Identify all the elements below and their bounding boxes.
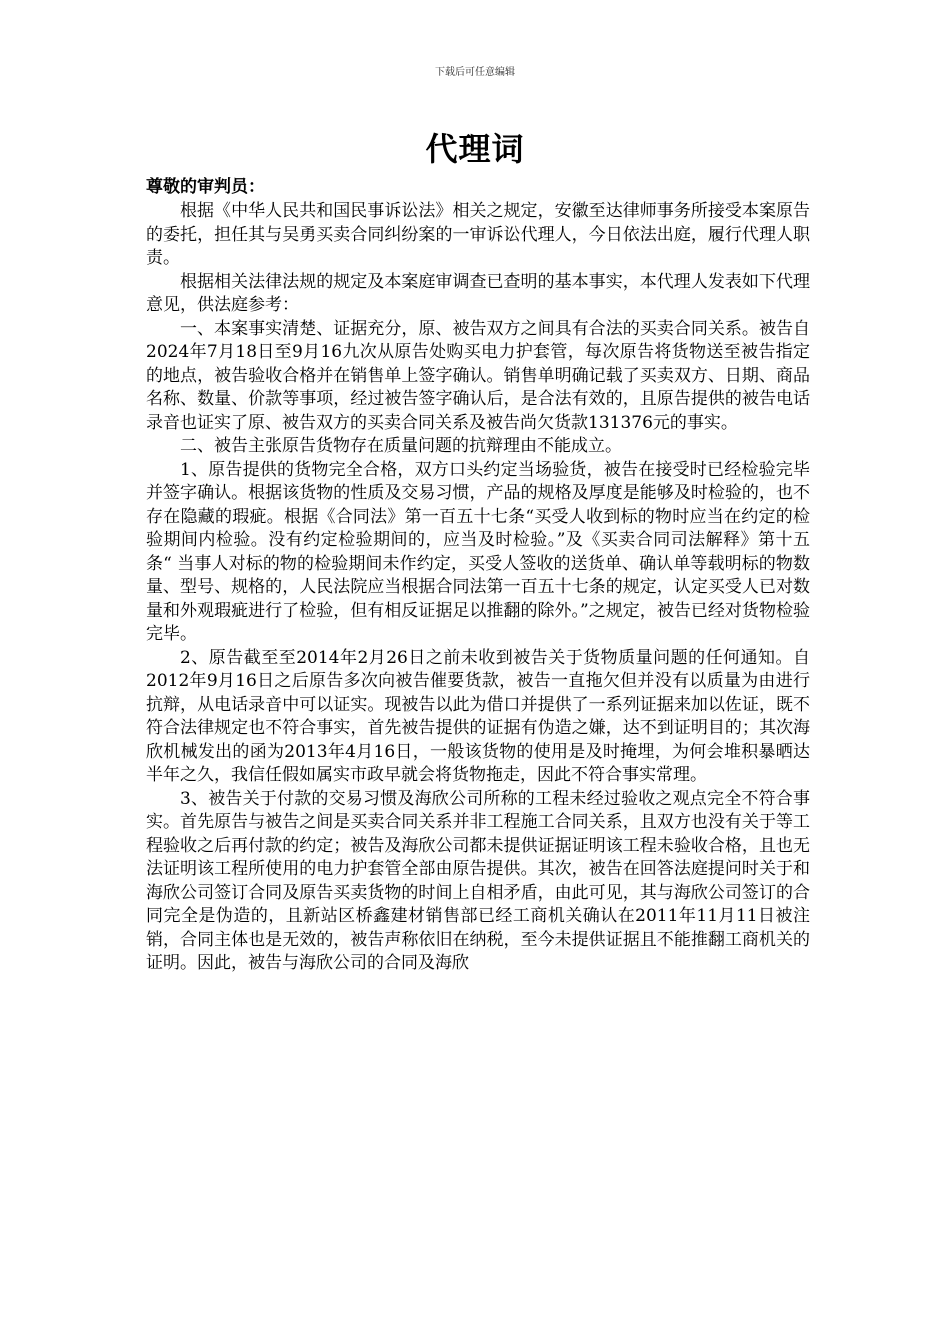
paragraph-opinion-lead: 根据相关法律法规的规定及本案庭审调查已查明的基本事实，本代理人发表如下代理意见，供法庭参考： [146, 271, 810, 315]
paragraph-point-2-2: 2、原告截至至2014年2月26日之前未收到被告关于货物质量问题的任何通知。自2012年9月16日之后原告多次向被告催要货款，被告一直拖欠但并没有以质量为由进行抗辩，从电话录音中可以证实。现被告以此为借口并提供了一系列证据来加以佐证，既不符合法律规定也不符合事实，首先被告提供的证据有伪造之嫌，达不到证明目的；其次海欣机械发出的函为2013年4月16日，一般该货物的使用是及时掩埋，为何会堆积暴晒达半年之久，我信任假如属实市政早就会将货物拖走，因此不符合事实常理。 [146, 647, 810, 785]
salutation: 尊敬的审判员： [146, 177, 265, 197]
header-note: 下载后可任意编辑 [435, 67, 515, 78]
document-title: 代理词 [425, 130, 525, 168]
paragraph-intro: 根据《中华人民共和国民事诉讼法》相关之规定，安徽至达律师事务所接受本案原告的委托，担任其与吴勇买卖合同纠纷案的一审诉讼代理人，今日依法出庭，履行代理人职责。 [146, 201, 810, 268]
paragraph-point-2-1: 1、原告提供的货物完全合格，双方口头约定当场验货，被告在接受时已经检验完毕并签字确认。根据该货物的性质及交易习惯，产品的规格及厚度是能够及时检验的，也不存在隐藏的瑕疵。根据《合同法》第一百五十七条“买受人收到标的物时应当在约定的检验期间内检验。没有约定检验期间的，应当及时检验。”及《买卖合同司法解释》第十五条“ 当事人对标的物的检验期间未作约定，买受人签收的送货单、确认单等载明标的物数量、型号、规格的，人民法院应当根据合同法第一百五十七条的规定，认定买受人已对数量和外观瑕疵进行了检验，但有相反证据足以推翻的除外。”之规定，被告已经对货物检验完毕。 [146, 459, 810, 644]
paragraph-point-2: 二、被告主张原告货物存在质量问题的抗辩理由不能成立。 [180, 436, 622, 456]
paragraph-point-1: 一、本案事实清楚、证据充分，原、被告双方之间具有合法的买卖合同关系。被告自2024年7月18日至9月16九次从原告处购买电力护套管，每次原告将货物送至被告指定的地点，被告验收合格并在销售单上签字确认。销售单明确记载了买卖双方、日期、商品名称、数量、价款等事项，经过被告签字确认后，是合法有效的，且原告提供的被告电话录音也证实了原、被告双方的买卖合同关系及被告尚欠货款131376元的事实。 [146, 318, 810, 433]
document-body [146, 176, 810, 976]
paragraph-point-2-3: 3、被告关于付款的交易习惯及海欣公司所称的工程未经过验收之观点完全不符合事实。首先原告与被告之间是买卖合同关系并非工程施工合同关系，且双方也没有关于等工程验收之后再付款的约定；被告及海欣公司都未提供证据证明该工程未验收合格，且也无法证明该工程所使用的电力护套管全部由原告提供。其次，被告在回答法庭提问时关于和海欣公司签订合同及原告买卖货物的时间上自相矛盾，由此可见，其与海欣公司签订的合同完全是伪造的，且新站区桥鑫建材销售部已经工商机关确认在2011年11月11日被注销，合同主体也是无效的，被告声称依旧在纳税，至今未提供证据且不能推翻工商机关的证明。因此，被告与海欣公司的合同及海欣 [146, 788, 810, 973]
